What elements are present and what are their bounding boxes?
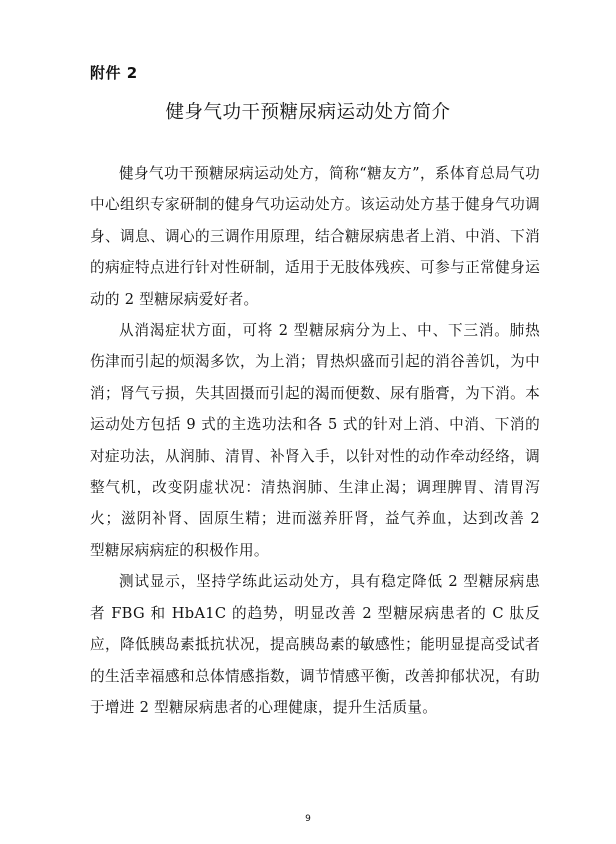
- page-number: 9: [305, 814, 311, 824]
- attachment-label: 附件 2: [90, 64, 138, 82]
- paragraph-intro: 健身气功干预糖尿病运动处方，简称“糖友方”，系体育总局气功中心组织专家研制的健身气功运动处方。该运动处方基于健身气功调身、调息、调心的三调作用原理，结合糖尿病患者上消、中消、下消的病症特点进行针对性研制，适用于无肢体残疾、可参与正常健身运动的 2 型糖尿病爱好者。: [90, 165, 540, 308]
- document-body: [90, 158, 540, 723]
- page-title: 健身气功干预糖尿病运动处方简介: [165, 102, 451, 123]
- paragraph-symptoms: 从消渴症状方面，可将 2 型糖尿病分为上、中、下三消。肺热伤津而引起的烦渴多饮，为上消；胃热炽盛而引起的消谷善饥，为中消；肾气亏损，失其固摄而引起的渴而便数、尿有脂膏，为下消。本运动处方包括 9 式的主选功法和各 5 式的针对上消、中消、下消的对症功法，从润肺、清胃、补肾入手，以针对性的动作牵动经络，调整气机，改变阴虚状况：清热润肺、生津止渴；调理脾胃、清胃泻火；滋阴补肾、固原生精；进而滋养肝肾，益气养血，达到改善 2 型糖尿病病症的积极作用。: [90, 322, 540, 559]
- paragraph-results: 测试显示，坚持学练此运动处方，具有稳定降低 2 型糖尿病患者 FBG 和 HbA1C 的趋势，明显改善 2 型糖尿病患者的 C 肽反应，降低胰岛素抵抗状况，提高胰岛素的敏感性；能明显提高受试者的生活幸福感和总体情感指数，调节情感平衡，改善抑郁状况，有助于增进 2 型糖尿病患者的心理健康，提升生活质量。: [90, 573, 540, 716]
